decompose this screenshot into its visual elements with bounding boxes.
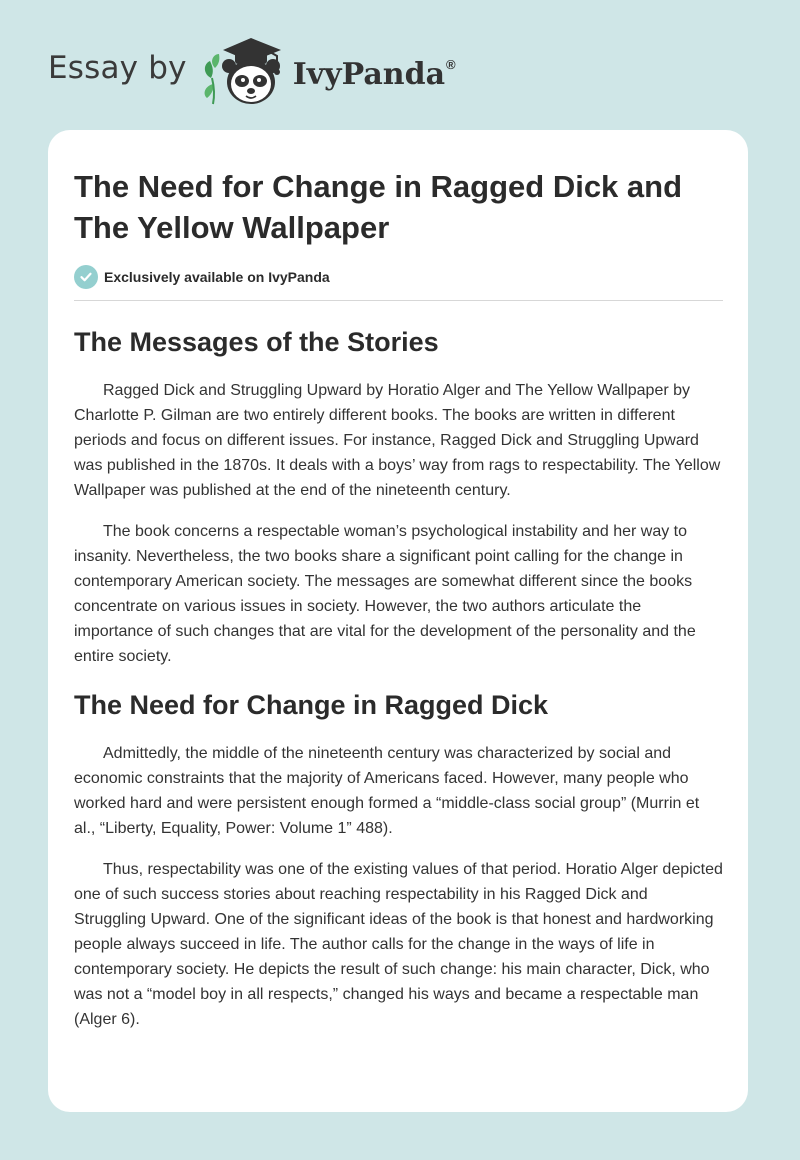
trademark-symbol: ® bbox=[446, 56, 456, 72]
section-heading-messages: The Messages of the Stories bbox=[74, 327, 439, 357]
graduation-cap-panda-icon[interactable] bbox=[201, 34, 291, 110]
brand-name[interactable] bbox=[293, 57, 456, 92]
paragraph: Admittedly, the middle of the nineteenth century was characterized by social and economic constraints that the majority of Americans faced. However, many people who worked hard and were persistent enough formed a “middle-class social group” (Murrin et al., “Liberty, Equality, Power: Volume 1” 488). bbox=[74, 745, 700, 837]
brand-name-text: IvyPanda bbox=[292, 56, 446, 92]
exclusive-label: Exclusively available on IvyPanda bbox=[104, 269, 330, 285]
paragraph: The book concerns a respectable woman’s psychological instability and her way to insanity. Nevertheless, the two books share a significant point calling for the change in contemporary American society. The messages are somewhat different since the books concentrate on various issues in society. However, the two authors articulate the importance of such changes that are vital for the development of the personality and the entire society. bbox=[74, 523, 696, 665]
essay-card bbox=[48, 130, 748, 1112]
page-title: The Need for Change in Ragged Dick and The Yellow Wallpaper bbox=[74, 169, 683, 245]
exclusive-badge bbox=[74, 264, 724, 290]
site-header bbox=[48, 34, 456, 110]
title-divider bbox=[74, 300, 723, 301]
paragraph: Thus, respectability was one of the existing values of that period. Horatio Alger depicted one of such success stories about reaching respectability in his Ragged Dick and Struggling Upward. One of the significant ideas of the book is that honest and hardworking people always succeed in life. The author calls for the change in the ways of life in contemporary society. He depicts the result of such change: his main character, Dick, who was not a “model boy in all respects,” changed his ways and became a respectable man (Alger 6). bbox=[74, 861, 723, 1028]
paragraph: Ragged Dick and Struggling Upward by Horatio Alger and The Yellow Wallpaper by Charlotte P. Gilman are two entirely different books. The books are written in different periods and focus on different issues. For instance, Ragged Dick and Struggling Upward was published in the 1870s. It deals with a boys’ way from rags to respectability. The Yellow Wallpaper was published at the end of the nineteenth century. bbox=[74, 382, 721, 499]
essay-by-label: Essay by bbox=[48, 50, 187, 86]
checkmark-icon bbox=[74, 265, 98, 289]
essay-content bbox=[74, 130, 724, 1032]
section-heading-ragged-dick: The Need for Change in Ragged Dick bbox=[74, 690, 549, 720]
